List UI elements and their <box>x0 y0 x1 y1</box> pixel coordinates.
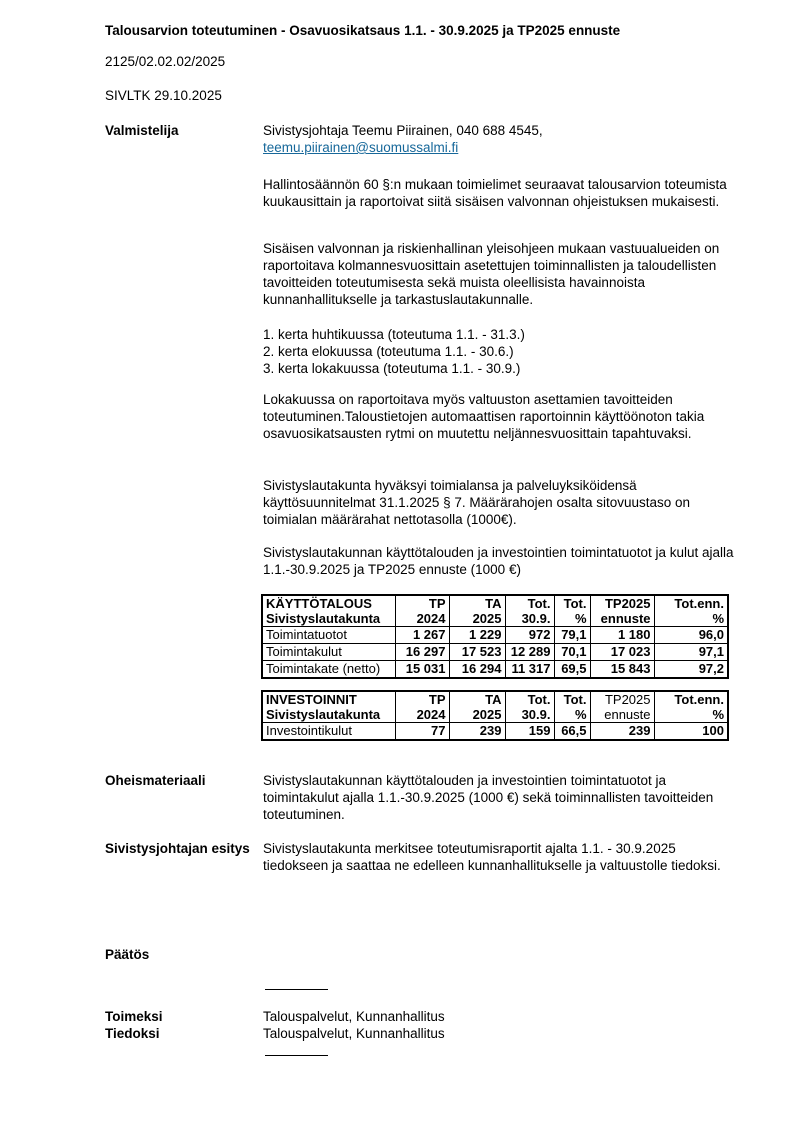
paragraph-hallintosaanto: Hallintosäännön 60 §:n mukaan toimielimet seuraavat talousarvion toteumista kuukausittain ja raportoivat siitä sisäisen valvonnan ohjeistuksen mukaisesti. <box>263 177 727 209</box>
esitys-text: Sivistyslautakunta merkitsee toteutumisraportit ajalta 1.1. - 30.9.2025 tiedokseen ja saattaa ne edelleen kunnanhallitukselle ja valtuustolle tiedoksi. <box>263 841 721 873</box>
table-cell: 972 <box>505 627 554 644</box>
table-cell: 12 289 <box>505 644 554 661</box>
toimeksi-value: Talouspalvelut, Kunnanhallitus <box>263 1009 445 1024</box>
table-cell: Toimintatuotot <box>262 627 395 644</box>
tiedoksi-value: Talouspalvelut, Kunnanhallitus <box>263 1026 445 1041</box>
table-cell: 77 <box>395 723 449 741</box>
list-item: 2. kerta elokuussa (toteutuma 1.1. - 30.6.) <box>263 344 514 359</box>
table-cell: 17 523 <box>449 644 505 661</box>
table-cell: 16 297 <box>395 644 449 661</box>
table-cell: 1 180 <box>590 627 654 644</box>
table-cell: 97,2 <box>654 661 728 679</box>
kayttotalous-table <box>261 594 729 679</box>
table-row <box>262 644 728 661</box>
table-header-cell: TP2025 ennuste <box>590 595 654 627</box>
table-header-cell: Tot. % <box>554 595 590 627</box>
oheismateriaali-label: Oheismateriaali <box>105 773 206 788</box>
board-code-date: SIVLTK 29.10.2025 <box>105 88 222 103</box>
table-header-cell: Tot.enn. % <box>654 691 728 723</box>
table-cell: 66,5 <box>554 723 590 741</box>
signature-line-bottom <box>265 1055 328 1056</box>
table-cell: 15 031 <box>395 661 449 679</box>
table-cell: 96,0 <box>654 627 728 644</box>
oheismateriaali-text: Sivistyslautakunnan käyttötalouden ja investointien toimintatuotot ja toimintakulut ajalla 1.1.-30.9.2025 (1000 €) sekä toiminnallisten tavoitteiden toteutuminen. <box>263 773 714 822</box>
paragraph-lokakuussa: Lokakuussa on raportoitava myös valtuuston asettamien tavoitteiden toteutuminen.Taloustietojen automaattisen raportoinnin käyttöönoton takia osavuosikatsausten rytmi on muutettu neljännesvuosittain tapahtuvaksi. <box>263 392 705 441</box>
table-cell: 16 294 <box>449 661 505 679</box>
paragraph-kayttosuunnitelmat: Sivistyslautakunta hyväksyi toimialansa ja palveluyksiköidensä käyttösuunnitelmat 31.1.2025 § 7. Määrärahojen osalta sitovuustaso on toimialan määrärahat nettotasolla (1000€). <box>263 478 691 527</box>
paragraph-taulukko-johdanto: Sivistyslautakunnan käyttötalouden ja investointien toimintatuotot ja kulut ajalla 1.1.-30.9.2025 ja TP2025 ennuste (1000 €) <box>263 545 734 577</box>
table-cell: 1 267 <box>395 627 449 644</box>
tiedoksi-label: Tiedoksi <box>105 1026 160 1041</box>
toimeksi-label: Toimeksi <box>105 1009 163 1024</box>
table-row <box>262 661 728 679</box>
preparer-email-link[interactable]: teemu.piirainen@suomussalmi.fi <box>263 140 459 155</box>
table-header-cell: Tot.enn. % <box>654 595 728 627</box>
list-item: 3. kerta lokakuussa (toteutuma 1.1. - 30.9.) <box>263 361 521 376</box>
table-row <box>262 723 728 741</box>
table-header-cell: Tot. 30.9. <box>505 691 554 723</box>
table-header-row <box>262 595 728 627</box>
paatos-label: Päätös <box>105 947 150 962</box>
table-header-row <box>262 691 728 723</box>
table-header-cell: TP 2024 <box>395 691 449 723</box>
table-cell: 1 229 <box>449 627 505 644</box>
investoinnit-table <box>261 690 729 741</box>
case-number: 2125/02.02.02/2025 <box>105 54 226 69</box>
table-header-cell: INVESTOINNIT Sivistyslautakunta <box>262 691 395 723</box>
table-cell: 17 023 <box>590 644 654 661</box>
table-row <box>262 627 728 644</box>
table-cell: 79,1 <box>554 627 590 644</box>
valmistelija-label: Valmistelija <box>105 123 179 138</box>
table-cell: Toimintakulut <box>262 644 395 661</box>
valmistelija-content <box>263 122 741 156</box>
table-cell: Toimintakate (netto) <box>262 661 395 679</box>
table-header-cell: Tot. % <box>554 691 590 723</box>
page-title: Talousarvion toteutuminen - Osavuosikatsaus 1.1. - 30.9.2025 ja TP2025 ennuste <box>105 23 621 38</box>
table-cell: 239 <box>449 723 505 741</box>
table-cell: 97,1 <box>654 644 728 661</box>
table-cell: 70,1 <box>554 644 590 661</box>
table-header-cell: Tot. 30.9. <box>505 595 554 627</box>
signature-line-top <box>265 989 328 990</box>
paragraph-sisainen-valvonta: Sisäisen valvonnan ja riskienhallinan yleisohjeen mukaan vastuualueiden on raportoitava kolmannesvuosittain asetettujen toiminnallisten ja taloudellisten tavoitteiden toteutumisesta sekä muista oleellisista havainnoista kunnanhallitukselle ja tarkastuslautakunnalle. <box>263 241 720 307</box>
report-times-list <box>263 326 741 377</box>
table-cell: 11 317 <box>505 661 554 679</box>
table-cell: 159 <box>505 723 554 741</box>
table-cell: 100 <box>654 723 728 741</box>
table-cell: 15 843 <box>590 661 654 679</box>
table-header-cell: TP2025 ennuste <box>590 691 654 723</box>
table-cell: 69,5 <box>554 661 590 679</box>
preparer-contact-line: Sivistysjohtaja Teemu Piirainen, 040 688 4545, <box>263 123 543 138</box>
table-header-cell: TP 2024 <box>395 595 449 627</box>
table-cell: Investointikulut <box>262 723 395 741</box>
table-header-cell: KÄYTTÖTALOUS Sivistyslautakunta <box>262 595 395 627</box>
list-item: 1. kerta huhtikuussa (toteutuma 1.1. - 31.3.) <box>263 327 525 342</box>
table-header-cell: TA 2025 <box>449 691 505 723</box>
esitys-label: Sivistysjohtajan esitys <box>105 841 250 856</box>
table-header-cell: TA 2025 <box>449 595 505 627</box>
table-cell: 239 <box>590 723 654 741</box>
